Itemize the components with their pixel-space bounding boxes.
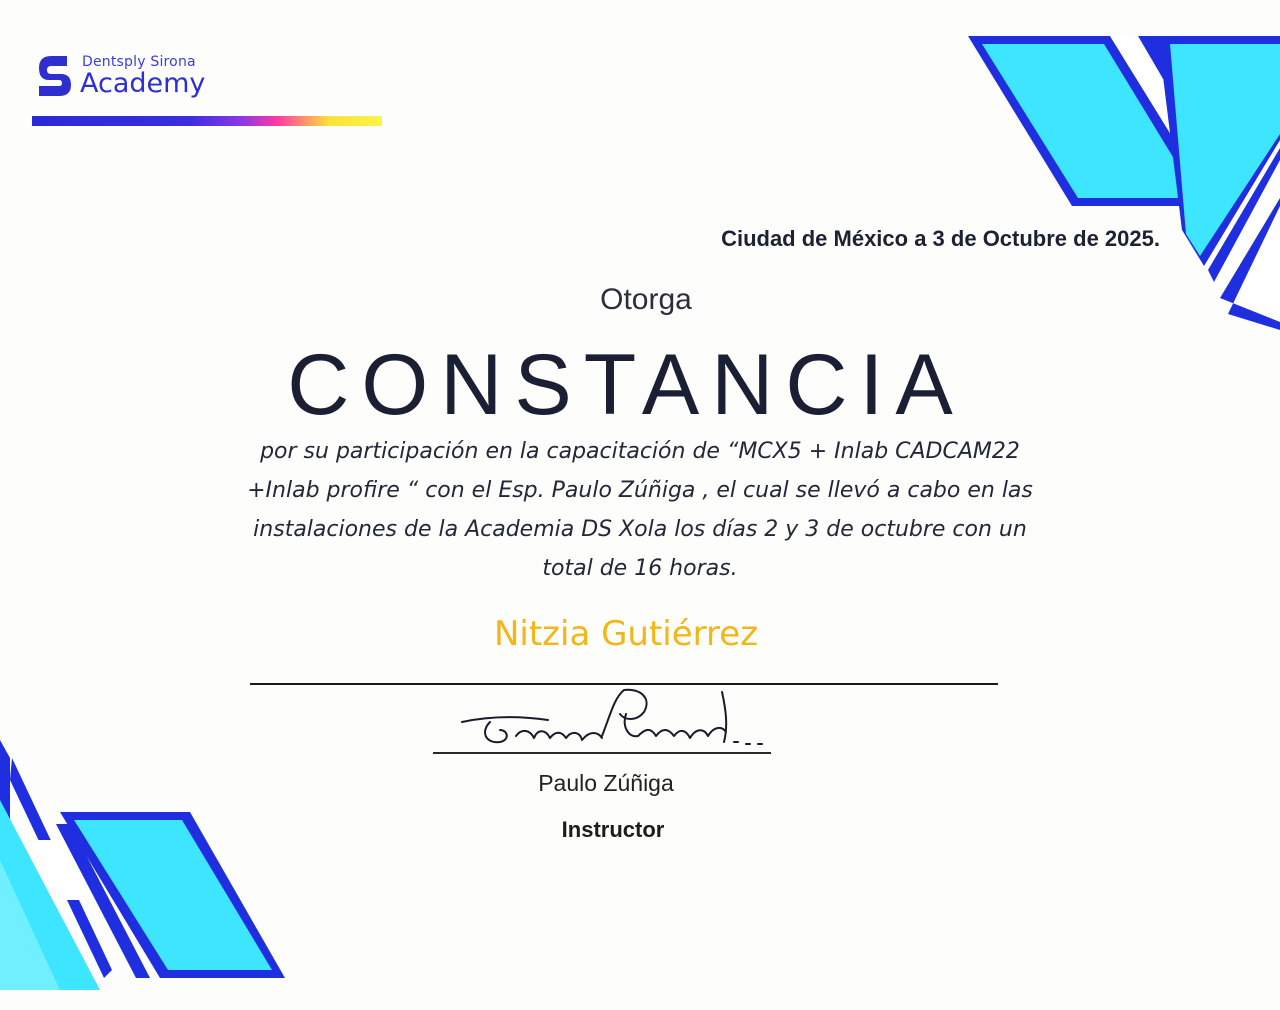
certificate-title: CONSTANCIA — [287, 337, 965, 433]
body-line: por su participación en la capacitación de “MCX5 + Inlab CADCAM22 — [260, 439, 1020, 464]
recipient-underline — [250, 683, 998, 685]
logo-gradient-bar — [32, 116, 382, 126]
grants-label: Otorga — [600, 283, 692, 316]
body-line: +Inlab profire “ con el Esp. Paulo Zúñiga , el cual se llevó a cabo en las — [247, 478, 1033, 503]
certificate-body — [160, 432, 1120, 588]
logo-brand-text: Dentsply Sirona — [82, 54, 196, 70]
logo-s-mark-icon — [37, 54, 73, 98]
signer-name: Paulo Zúñiga — [538, 770, 674, 796]
body-line: instalaciones de la Academia DS Xola los días 2 y 3 de octubre con un — [253, 517, 1027, 542]
dentsply-sirona-academy-logo — [32, 50, 392, 130]
recipient-name: Nitzia Gutiérrez — [493, 614, 759, 654]
certificate-date: Ciudad de México a 3 de Octubre de 2025. — [721, 226, 1160, 251]
signature-line — [433, 752, 771, 754]
logo-academy-text: Academy — [80, 68, 206, 99]
body-line: total de 16 horas. — [542, 556, 738, 581]
handwritten-signature — [430, 686, 780, 758]
signer-role: Instructor — [561, 817, 665, 842]
